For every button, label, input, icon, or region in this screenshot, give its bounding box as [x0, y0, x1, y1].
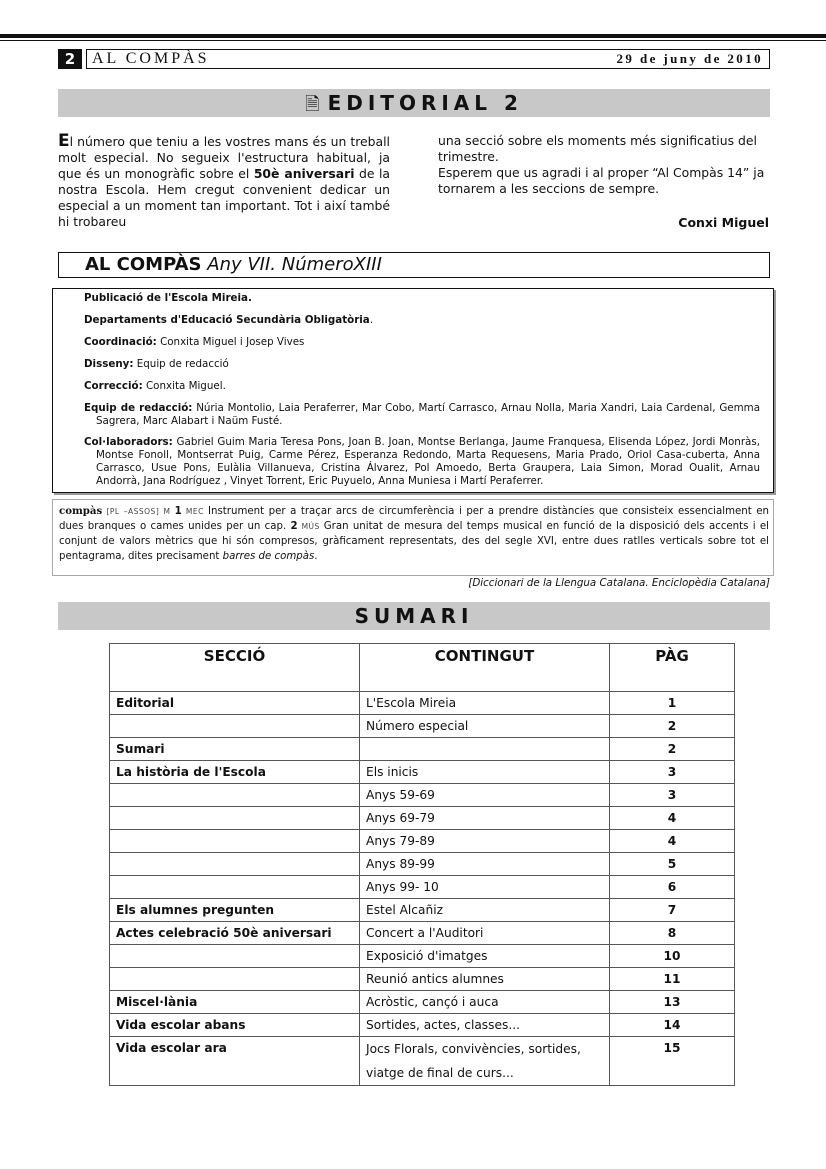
cell-pagina: 2: [610, 715, 735, 738]
cell-contingut: Anys 69-79: [360, 807, 610, 830]
cell-pagina: 4: [610, 807, 735, 830]
sumari-heading: SUMARI: [354, 604, 474, 628]
definition-field: MÚS: [297, 522, 324, 531]
table-row: [110, 830, 735, 853]
cell-contingut: Anys 89-99: [360, 853, 610, 876]
cell-contingut: Acròstic, cançó i auca: [360, 991, 610, 1014]
cell-seccio: [110, 968, 360, 991]
editorial-highlight: 50è aniversari: [253, 166, 355, 181]
table-row: [110, 991, 735, 1014]
editorial-paragraph-2: una secció sobre els moments més significatius del trimestre.: [438, 133, 757, 164]
credit-line: [84, 336, 748, 349]
cell-contingut: [360, 738, 610, 761]
cell-contingut: Anys 99- 10: [360, 876, 610, 899]
credit-label: Publicació de l'Escola Mireia.: [84, 292, 252, 304]
table-row: [110, 899, 735, 922]
document-icon: 🗎: [305, 94, 320, 115]
cell-seccio: Vida escolar abans: [110, 1014, 360, 1037]
cell-seccio: [110, 830, 360, 853]
definition-source: [Diccionari de la Llengua Catalana. Enciclopèdia Catalana]: [468, 577, 770, 589]
cell-seccio: [110, 715, 360, 738]
masthead-title-bold: AL COMPÀS: [85, 254, 202, 275]
column-header: PÀG: [610, 644, 735, 692]
table-row: [110, 853, 735, 876]
table-row: [110, 738, 735, 761]
sumari-heading-bar: [58, 602, 770, 630]
definition-term: barres de compàs: [222, 551, 315, 562]
page-number: 2: [58, 49, 82, 69]
sumari-table: [109, 643, 735, 1086]
editorial-heading: EDITORIAL 2: [327, 91, 523, 115]
cell-seccio: Els alumnes pregunten: [110, 899, 360, 922]
header-box: [86, 49, 770, 69]
definition-sense-number: 2: [290, 521, 298, 532]
definition-gender: M: [163, 507, 175, 516]
credit-text: Núria Montolio, Laia Peraferrer, Mar Cobo, Martí Carrasco, Arnau Nolla, Maria Xandri, Laia Cardenal, Gemma Sagrera, Marc Alabart i Naüm Fusté.: [96, 402, 760, 427]
cell-contingut: Els inicis: [360, 761, 610, 784]
definition-sense-text: Instrument per a traçar arcs de circumferència i per a prendre distàncies que consisteix essencialment en dues branques o cames unides per un cap.: [59, 506, 769, 532]
cell-pagina: 1: [610, 692, 735, 715]
table-header-row: [110, 644, 735, 692]
cell-pagina: 3: [610, 761, 735, 784]
cell-seccio: [110, 807, 360, 830]
definition-headword: compàs: [59, 505, 103, 517]
cell-pagina: 3: [610, 784, 735, 807]
definition-field: MEC: [181, 507, 209, 516]
editorial-text: l número que teniu a les vostres mans és un treball molt especial. No segueix l'estructura habitual, ja que és un monogràfic sobre el: [58, 134, 390, 181]
credit-label: Correcció:: [84, 380, 143, 392]
sumari-table-body: [110, 692, 735, 1086]
credit-line: [84, 314, 748, 327]
cell-contingut: Estel Alcañiz: [360, 899, 610, 922]
credit-label: Coordinació:: [84, 336, 157, 348]
cell-seccio: Editorial: [110, 692, 360, 715]
editorial-paragraph-1: [58, 133, 390, 230]
cell-pagina: 13: [610, 991, 735, 1014]
credit-text: Conxita Miguel.: [142, 380, 226, 392]
credit-line: [84, 292, 748, 305]
cell-pagina: 6: [610, 876, 735, 899]
table-row: [110, 968, 735, 991]
credit-text: Equip de redacció: [133, 358, 229, 370]
definition-sense-number: 1: [174, 506, 182, 517]
column-header: CONTINGUT: [360, 644, 610, 692]
definition-end: .: [314, 551, 318, 562]
credit-text: .: [369, 314, 374, 326]
cell-contingut: Exposició d'imatges: [360, 945, 610, 968]
cell-contingut: Reunió antics alumnes: [360, 968, 610, 991]
cell-contingut: Anys 59-69: [360, 784, 610, 807]
cell-pagina: 10: [610, 945, 735, 968]
cell-pagina: 4: [610, 830, 735, 853]
table-row: [110, 761, 735, 784]
editorial-paragraph-3: Esperem que us agradi i al proper “Al Compàs 14” ja tornarem a les seccions de sempre.: [438, 165, 765, 196]
cell-contingut: Anys 79-89: [360, 830, 610, 853]
cell-pagina: 11: [610, 968, 735, 991]
credit-label: Col·laboradors:: [84, 436, 173, 448]
table-row: [110, 692, 735, 715]
cell-seccio: Sumari: [110, 738, 360, 761]
publication-name: AL COMPÀS: [92, 50, 210, 67]
cell-seccio: La història de l'Escola: [110, 761, 360, 784]
cell-contingut: Sortides, actes, classes...: [360, 1014, 610, 1037]
table-row: [110, 876, 735, 899]
cell-pagina: 14: [610, 1014, 735, 1037]
cell-seccio: Vida escolar ara: [110, 1037, 360, 1086]
page-header: [58, 49, 770, 69]
cell-seccio: Actes celebració 50è aniversari: [110, 922, 360, 945]
masthead-title-italic: Any VII. NúmeroXIII: [201, 254, 382, 275]
editorial-signature: Conxi Miguel: [678, 215, 769, 230]
credit-line: [84, 380, 748, 393]
table-row: [110, 715, 735, 738]
table-row: [110, 1037, 735, 1086]
table-row: [110, 807, 735, 830]
cell-pagina: 7: [610, 899, 735, 922]
cell-seccio: [110, 853, 360, 876]
cell-seccio: [110, 784, 360, 807]
credit-label: Disseny:: [84, 358, 134, 370]
cell-seccio: [110, 876, 360, 899]
cell-seccio: [110, 945, 360, 968]
table-row: [110, 784, 735, 807]
cell-contingut: Número especial: [360, 715, 610, 738]
masthead-title: [58, 252, 770, 278]
cell-contingut: Concert a l'Auditori: [360, 922, 610, 945]
cell-seccio: Miscel·lània: [110, 991, 360, 1014]
cell-pagina: 15: [610, 1037, 735, 1086]
publication-date: 29 de juny de 2010: [616, 51, 763, 66]
credit-line: [84, 402, 760, 428]
cell-contingut: Jocs Florals, convivències, sortides, viatge de final de curs...: [360, 1037, 610, 1086]
definition-sense-text: Gran unitat de mesura del temps musical en funció de la disposició dels accents i el conjunt de valors mètrics que hi són compresos, gràficament representats, des del segle XVI, entre dues ratlles verticals sobre tot el pentagrama, dites precisament: [59, 521, 769, 562]
cell-contingut: L'Escola Mireia: [360, 692, 610, 715]
table-row: [110, 922, 735, 945]
top-rule: [0, 34, 826, 38]
cell-pagina: 5: [610, 853, 735, 876]
credit-label: Equip de redacció:: [84, 402, 193, 414]
dictionary-definition: [52, 499, 774, 576]
editorial-column-1: [58, 133, 390, 230]
drop-cap: E: [58, 131, 70, 151]
credit-label: Departaments d'Educació Secundària Obligatòria: [84, 314, 370, 326]
editorial-text-end: de la nostra Escola. Hem cregut convenient dedicar un especial a un moment tan important. Tot i així també hi trobareu: [58, 166, 390, 229]
credit-text: Conxita Miguel i Josep Vives: [156, 336, 305, 348]
table-row: [110, 945, 735, 968]
table-row: [110, 1014, 735, 1037]
credit-line: [84, 436, 760, 488]
editorial-column-2: [438, 133, 769, 197]
cell-pagina: 8: [610, 922, 735, 945]
cell-pagina: 2: [610, 738, 735, 761]
top-rule-thin: [0, 40, 826, 41]
editorial-heading-bar: [58, 89, 770, 117]
masthead-credits: [52, 288, 774, 493]
credit-text: Gabriel Guim Maria Teresa Pons, Joan B. Joan, Montse Berlanga, Jaume Franquesa, Elisenda López, Jordi Monràs, Montse Fonoll, Montserrat Puig, Carme Pérez, Esperanza Redondo, Marta Requesens, Maria Prado, Oriol Casa-cuberta, Anna Carrasco, Usue Pons, Eulàlia Villanueva, Cristina Álvarez, Pol Amoedo, Berta Graupera, Laia Simon, Morad Oualit, Arnau Andorrà, Jana Rodríguez , Vinyet Torrent, Eric Puyuelo, Anna Muniesa i Martí Peraferrer.: [96, 436, 760, 487]
column-header: SECCIÓ: [110, 644, 360, 692]
credit-line: [84, 358, 748, 371]
definition-plural: [PL –ASSOS]: [102, 507, 164, 516]
